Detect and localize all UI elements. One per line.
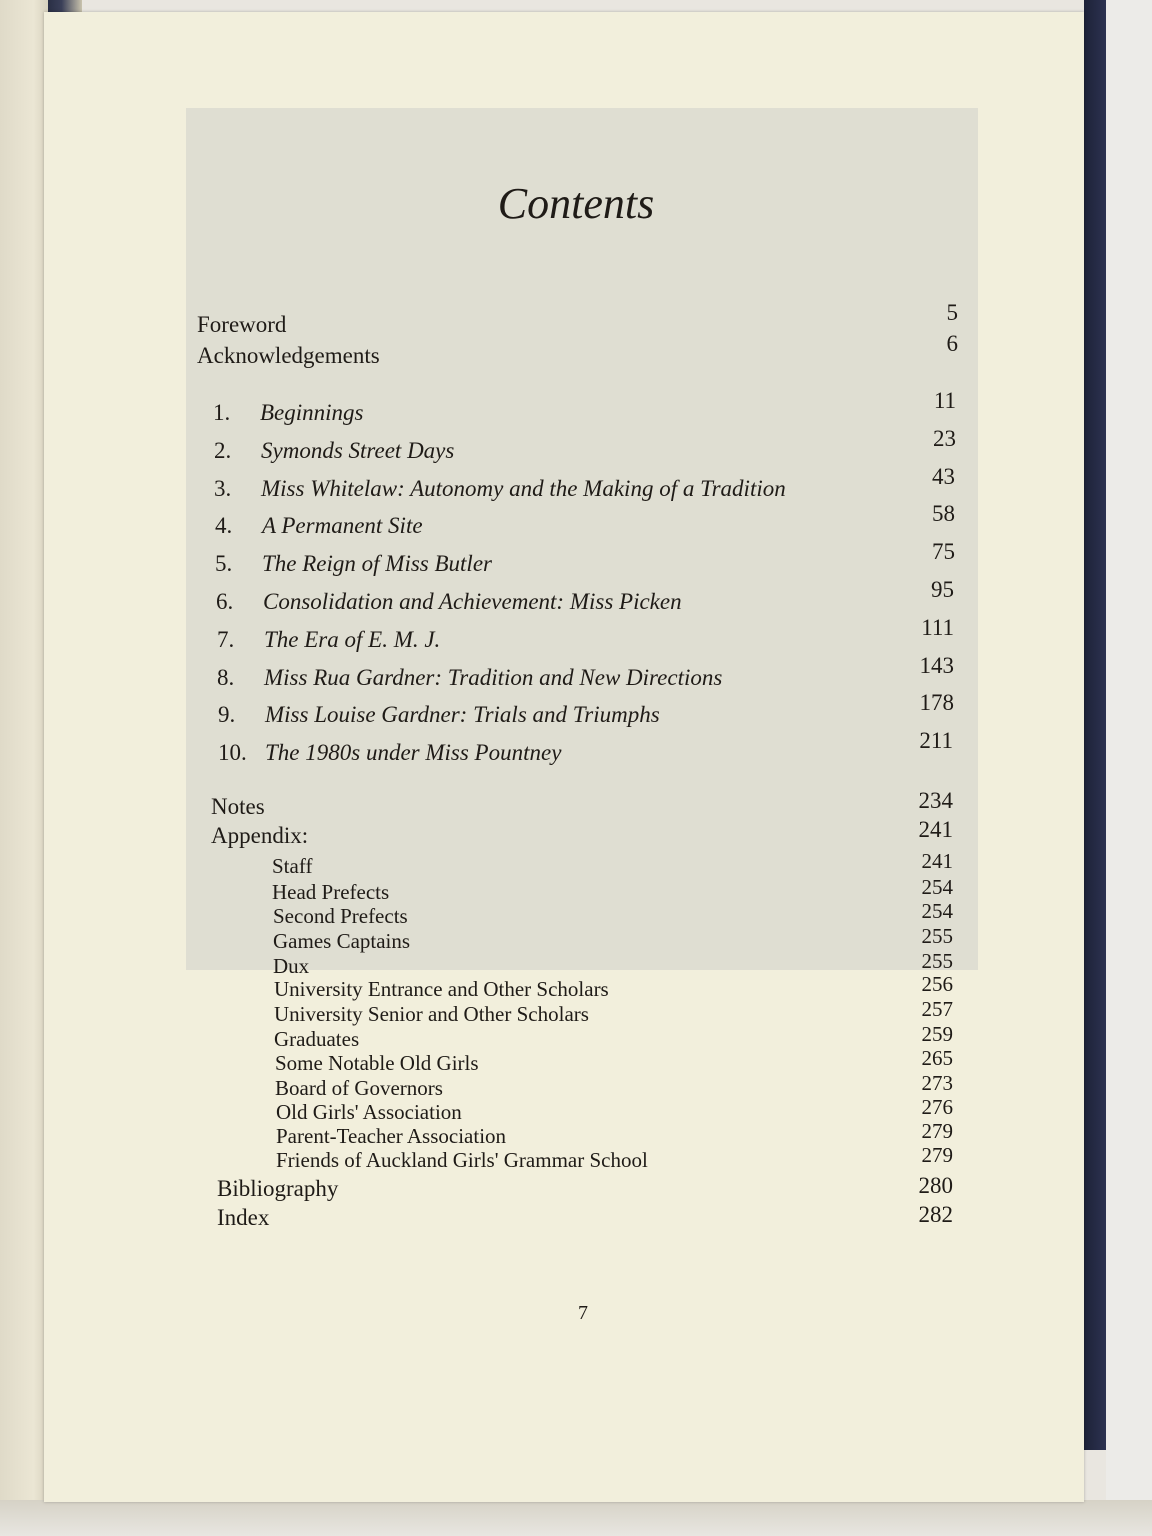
entry-label: Acknowledgements [197, 343, 380, 368]
page-reference: 254 [921, 899, 953, 923]
chapter-number: 4. [215, 513, 233, 539]
chapter-entry [216, 577, 954, 619]
chapter-title: Beginnings [260, 400, 364, 425]
page-reference: 259 [921, 1022, 953, 1046]
entry-label: Index [217, 1205, 270, 1230]
entry-label: Games Captains [273, 929, 411, 953]
chapter-number: 7. [217, 626, 235, 652]
chapter-title: Miss Whitelaw: Autonomy and the Making of a Tradition [261, 475, 786, 501]
chapter-title: Miss Louise Gardner: Trials and Triumphs [265, 702, 660, 728]
page-reference: 178 [919, 690, 954, 716]
chapter-entry [217, 614, 954, 657]
entry-label: Bibliography [217, 1176, 339, 1201]
chapter-number: 6. [216, 589, 234, 614]
chapter-title: The Era of E. M. J. [264, 626, 441, 652]
toc-entry [197, 300, 958, 342]
page-reference: 255 [921, 949, 953, 973]
entry-label: University Entrance and Other Scholars [274, 977, 609, 1001]
page-reference: 111 [921, 614, 954, 640]
toc-entry [211, 817, 953, 853]
page-reference: 241 [921, 849, 953, 873]
page-reference: 256 [921, 972, 953, 996]
page-reference: 254 [921, 875, 953, 899]
entry-label: Graduates [274, 1027, 360, 1051]
chapter-number: 3. [214, 475, 232, 501]
chapter-number: 10. [218, 740, 247, 766]
entry-label: Dux [273, 954, 310, 978]
entry-label: Head Prefects [272, 880, 390, 904]
entry-label: Old Girls' Association [276, 1100, 462, 1124]
contents-title: Contents [497, 179, 655, 228]
entry-label: Notes [211, 794, 265, 819]
toc-entry [217, 1173, 953, 1206]
page-reference: 241 [918, 817, 953, 842]
entry-label: Appendix: [211, 823, 309, 848]
page-reference: 279 [921, 1119, 953, 1143]
chapter-title: The Reign of Miss Butler [262, 551, 492, 577]
chapter-number: 2. [214, 437, 232, 463]
chapter-entry [218, 690, 954, 732]
page-reference: 211 [919, 728, 953, 754]
page-reference: 255 [921, 924, 953, 948]
page-reference: 276 [921, 1095, 953, 1119]
page-reference: 95 [931, 577, 954, 602]
entry-label: Friends of Auckland Girls' Grammar School [276, 1148, 648, 1172]
chapter-title: Symonds Street Days [261, 437, 455, 463]
toc-entry [211, 788, 953, 824]
chapter-number: 5. [215, 551, 233, 577]
chapter-entry [218, 728, 953, 770]
page-reference: 280 [918, 1173, 953, 1198]
page-reference: 265 [921, 1046, 953, 1070]
chapter-number: 8. [217, 664, 235, 690]
page-number: 7 [578, 1302, 588, 1324]
toc-entry [217, 1202, 953, 1235]
entry-label: University Senior and Other Scholars [274, 1002, 589, 1026]
page-reference: 11 [933, 388, 956, 413]
appendix-entry [276, 1143, 953, 1178]
chapter-entry [214, 425, 956, 468]
entry-label: Some Notable Old Girls [275, 1051, 479, 1075]
page-reference: 143 [919, 652, 954, 678]
chapter-title: A Permanent Site [262, 513, 423, 539]
chapter-entry [215, 539, 955, 581]
chapter-number: 1. [213, 400, 231, 425]
chapter-entry [214, 463, 955, 506]
toc-entry [197, 331, 958, 373]
page-reference: 234 [918, 788, 953, 813]
chapter-entry [217, 652, 954, 695]
chapter-title: Miss Rua Gardner: Tradition and New Directions [264, 664, 723, 690]
chapter-number: 9. [218, 702, 236, 728]
page-reference: 43 [932, 463, 955, 489]
entry-label: Staff [272, 854, 313, 878]
entry-label: Second Prefects [273, 904, 408, 928]
page-reference: 5 [946, 300, 958, 325]
chapter-title: Consolidation and Achievement: Miss Picken [263, 589, 682, 614]
page-reference: 282 [918, 1202, 953, 1227]
page-reference: 6 [946, 331, 958, 356]
chapter-entry [213, 388, 956, 430]
bottom-shadow [0, 1500, 1152, 1536]
entry-label: Foreword [197, 312, 287, 337]
page-reference: 23 [933, 425, 956, 451]
page-reference: 257 [921, 997, 953, 1021]
page-reference: 75 [932, 539, 955, 565]
page-reference: 273 [921, 1071, 953, 1095]
page-reference: 58 [932, 501, 955, 527]
chapter-entry [215, 501, 955, 543]
entry-label: Board of Governors [275, 1076, 443, 1100]
entry-label: Parent-Teacher Association [276, 1124, 507, 1148]
page-reference: 279 [921, 1143, 953, 1167]
chapter-title: The 1980s under Miss Pountney [265, 740, 562, 766]
